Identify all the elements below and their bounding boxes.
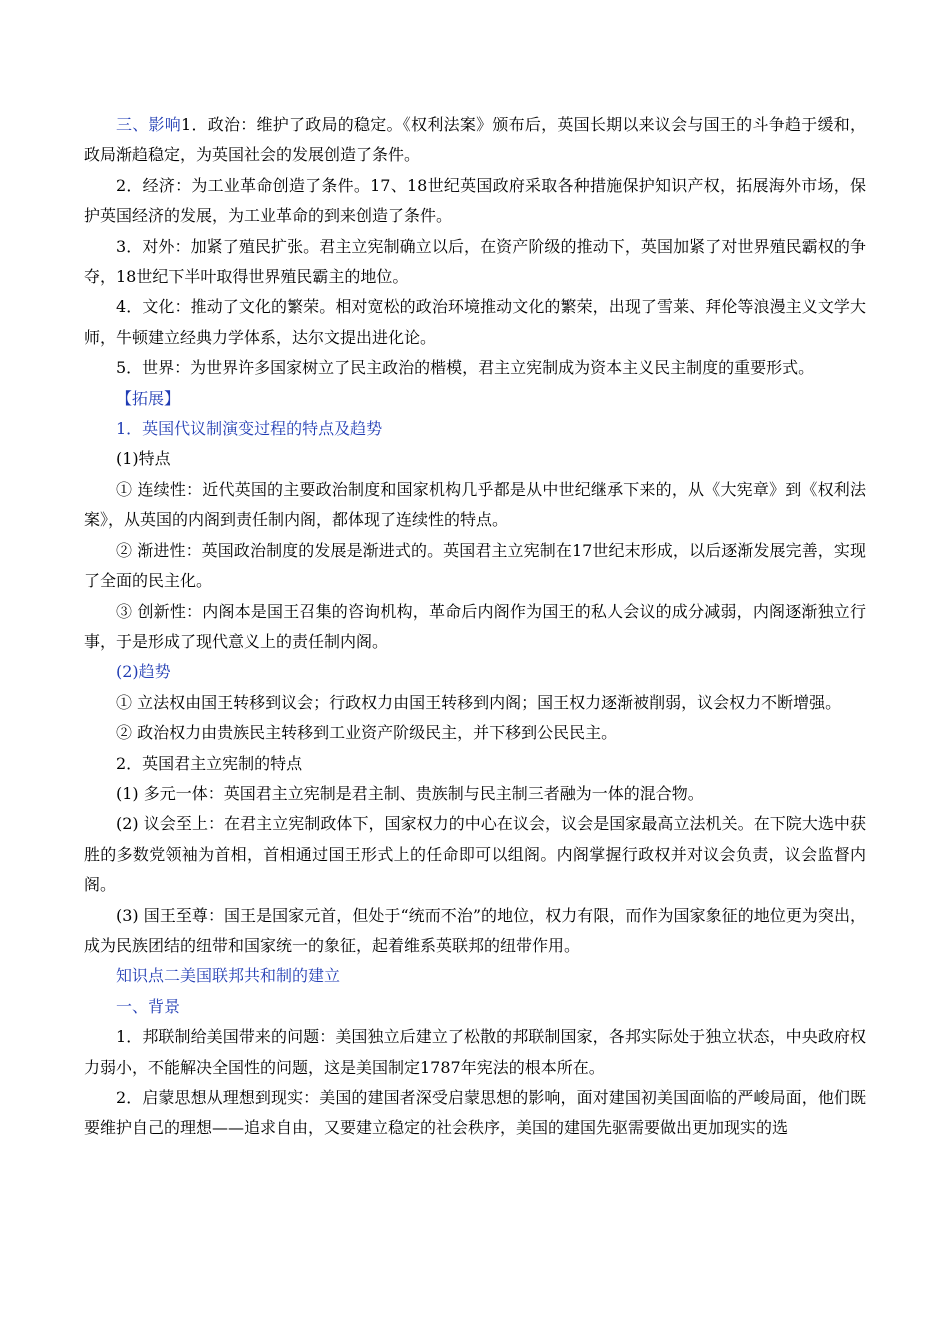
paragraph-innovation: ③ 创新性：内阁本是国王召集的咨询机构，革命后内阁作为国王的私人会议的成分减弱，内阁逐渐独立行事，于是形成了现代意义上的责任制内阁。	[84, 601, 866, 651]
paragraph-confederation-problems: 1．邦联制给美国带来的问题：美国独立后建立了松散的邦联制国家，各邦实际处于独立状态，中央政府权力弱小，不能解决全国性的问题，这是美国制定1787年宪法的根本所在。	[84, 1027, 866, 1077]
heading-knowledge-point-two: 知识点二美国联邦共和制的建立	[116, 966, 341, 986]
heading-monarchy-features: 2．英国君主立宪制的特点	[116, 753, 303, 773]
paragraph-influence-world: 5．世界：为世界许多国家树立了民主政治的楷模，君主立宪制成为资本主义民主制度的重要形式。	[116, 358, 815, 378]
paragraph-continuity: ① 连续性：近代英国的主要政治制度和国家机构几乎都是从中世纪继承下来的，从《大宪章》到《权利法案》，从英国的内阁到责任制内阁，都体现了连续性的特点。	[84, 479, 866, 530]
paragraph-gradualness: ② 渐进性：英国政治制度的发展是渐进式的。英国君主立宪制在17世纪末形成，以后逐渐发展完善，实现了全面的民主化。	[84, 540, 866, 591]
subheading-trend: (2)趋势	[116, 662, 171, 682]
heading-extension: 【拓展】	[116, 388, 181, 408]
paragraph-influence-culture: 4．文化：推动了文化的繁荣。相对宽松的政治环境推动文化的繁荣，出现了雪莱、拜伦等浪漫主义文学大师，牛顿建立经典力学体系，达尔文提出进化论。	[84, 297, 866, 347]
heading-representative-system: 1．英国代议制演变过程的特点及趋势	[116, 419, 383, 439]
paragraph-influence-foreign: 3．对外：加紧了殖民扩张。君主立宪制确立以后，在资产阶级的推动下，英国加紧了对世界殖民霸权的争夺，18世纪下半叶取得世界殖民霸主的地位。	[84, 236, 866, 287]
paragraph-parliament-supremacy: (2) 议会至上：在君主立宪制政体下，国家权力的中心在议会，议会是国家最高立法机关。在下院大选中获胜的多数党领袖为首相，首相通过国王形式上的任命即可以组阁。内阁掌握行政权并对议会负责，议会监督内阁。	[84, 814, 866, 895]
paragraph-pluralism: (1) 多元一体：英国君主立宪制是君主制、贵族制与民主制三者融为一体的混合物。	[116, 783, 704, 803]
heading-background: 一、背景	[116, 996, 181, 1016]
paragraph-king-supremacy: (3) 国王至尊：国王是国家元首，但处于“统而不治”的地位，权力有限，而作为国家象征的地位更为突出，成为民族团结的纽带和国家统一的象征，起着维系英联邦的纽带作用。	[84, 905, 866, 955]
paragraph-trend-power-transfer: ① 立法权由国王转移到议会；行政权力由国王转移到内阁；国王权力逐渐被削弱，议会权力不断增强。	[116, 692, 842, 712]
paragraph-text: 1．政治：维护了政局的稳定。《权利法案》颁布后，英国长期以来议会与国王的斗争趋于缓和，政局渐趋稳定，为英国社会的发展创造了条件。	[84, 115, 866, 165]
paragraph-influence-economy: 2．经济：为工业革命创造了条件。17、18世纪英国政府采取各种措施保护知识产权，拓展海外市场，保护英国经济的发展，为工业革命的到来创造了条件。	[84, 175, 866, 226]
paragraph-influence-politics	[84, 110, 866, 171]
paragraph-enlightenment: 2．启蒙思想从理想到现实：美国的建国者深受启蒙思想的影响，面对建国初美国面临的严峻局面，他们既要维护自己的理想——追求自由，又要建立稳定的社会秩序，美国的建国先驱需要做出更加现实的选	[84, 1088, 866, 1138]
document-body	[84, 110, 866, 1144]
section-heading-influence: 三、影响	[116, 115, 182, 134]
paragraph-trend-democracy: ② 政治权力由贵族民主转移到工业资产阶级民主，并下移到公民民主。	[116, 723, 618, 743]
subheading-features: (1)特点	[116, 449, 171, 469]
